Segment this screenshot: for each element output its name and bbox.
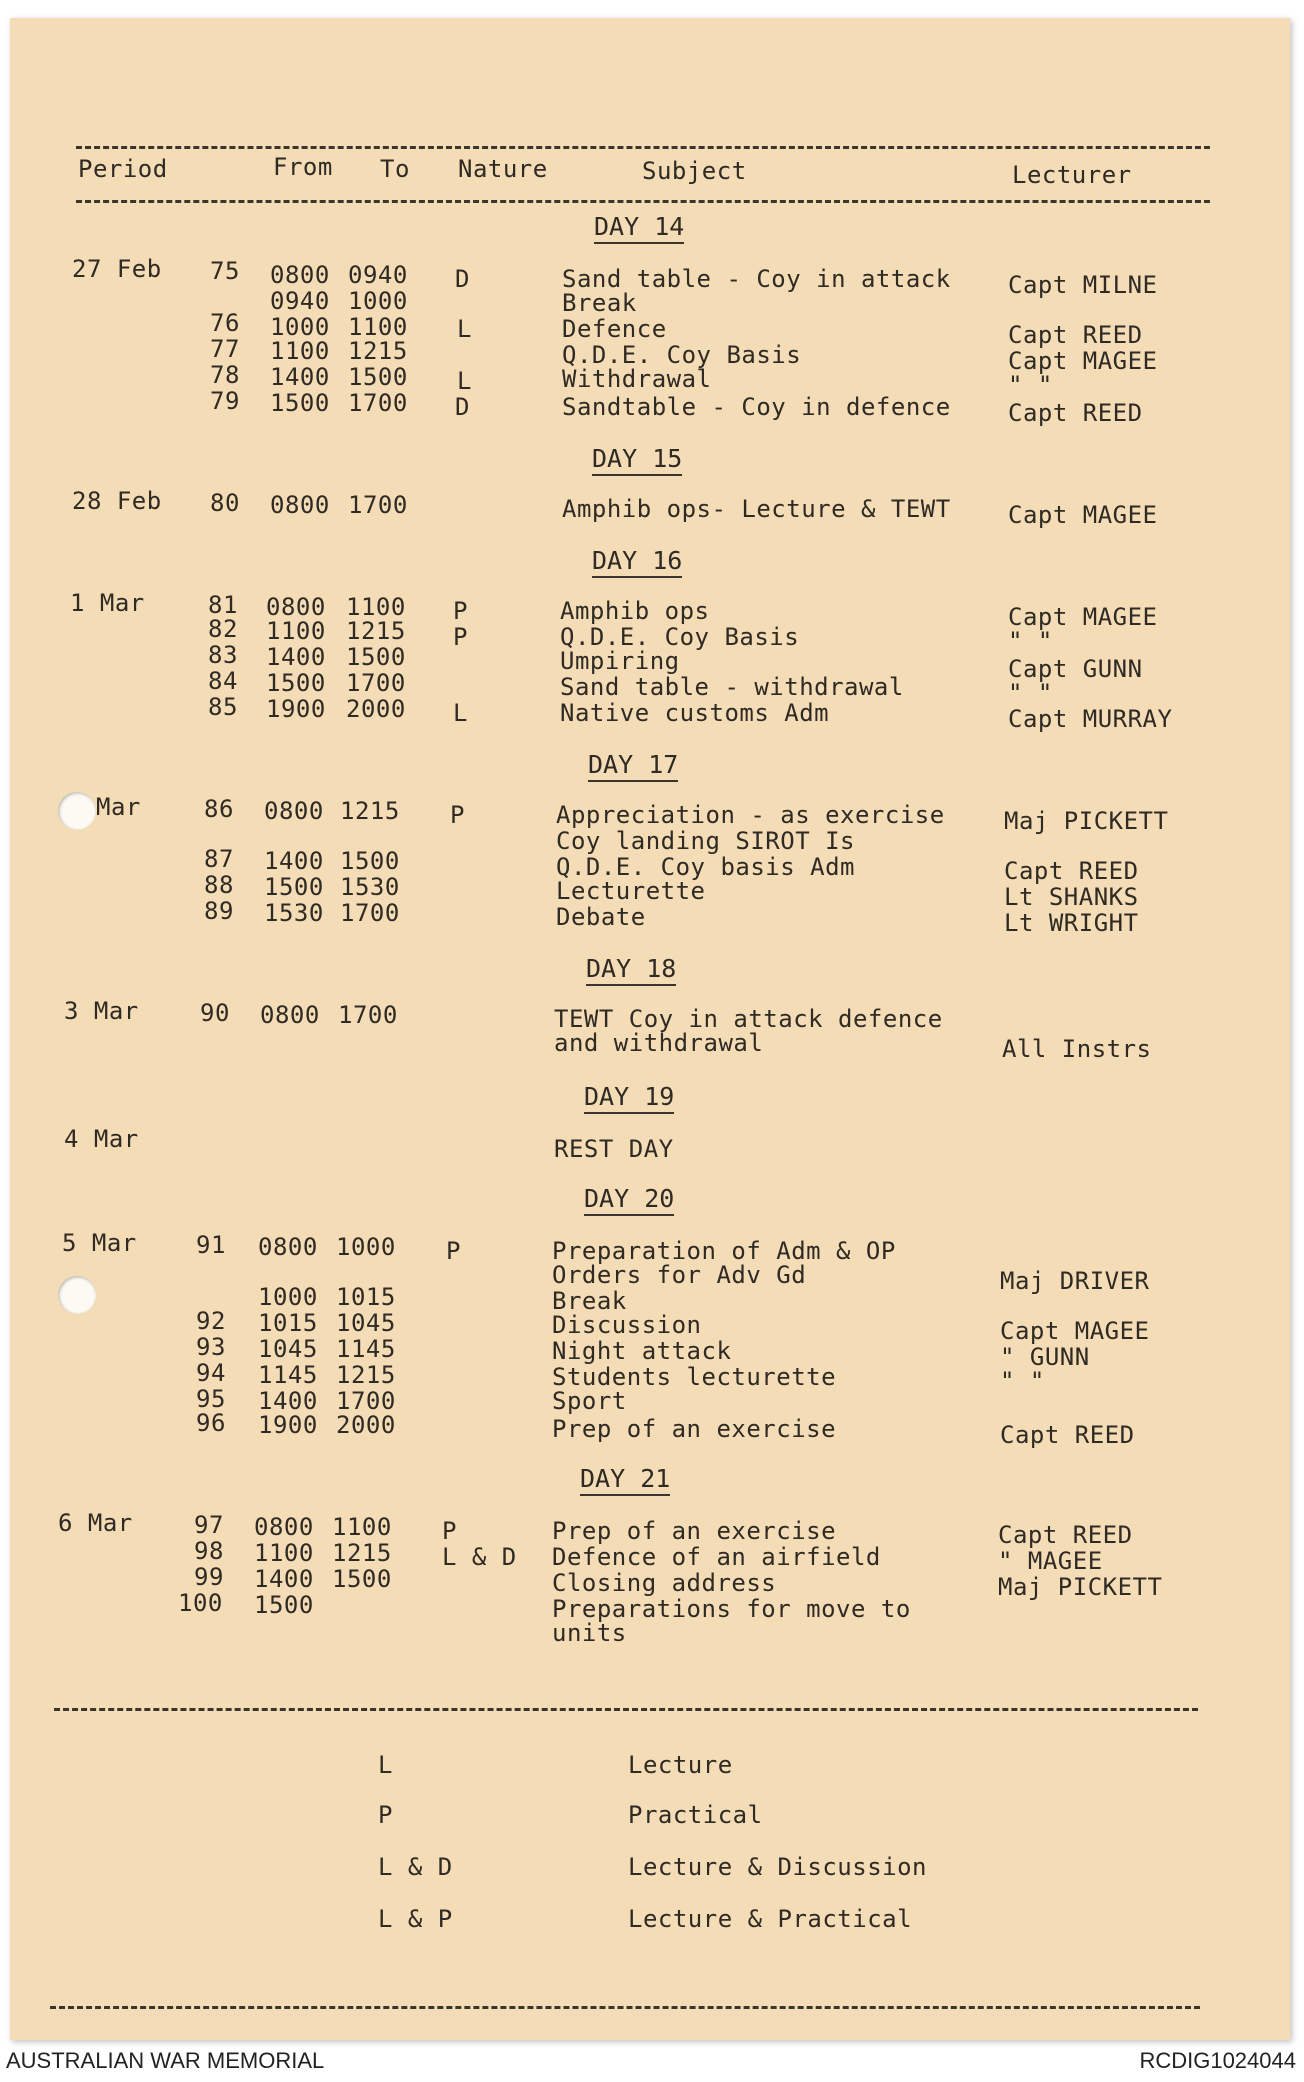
subject-cell: Sand table - Coy in attack bbox=[562, 265, 951, 293]
lecturer-cell: Maj DRIVER bbox=[1000, 1267, 1150, 1295]
lecturer-cell: Capt REED bbox=[1004, 857, 1139, 885]
from-cell: 1400 bbox=[266, 643, 326, 671]
subject-cell: Closing address bbox=[552, 1569, 777, 1597]
from-cell: 1400 bbox=[264, 847, 324, 875]
from-cell: 1500 bbox=[264, 873, 324, 901]
from-cell: 0800 bbox=[254, 1513, 314, 1541]
to-cell: 1100 bbox=[332, 1513, 392, 1541]
day-date: 4 Mar bbox=[64, 1125, 139, 1153]
subject-cell: Native customs Adm bbox=[560, 699, 830, 727]
from-cell: 0800 bbox=[266, 593, 326, 621]
header-from: From bbox=[273, 153, 333, 181]
lecturer-cell: " " bbox=[1008, 371, 1053, 399]
subject-cell: and withdrawal bbox=[554, 1029, 764, 1057]
period-cell: 75 bbox=[210, 257, 240, 285]
lecturer-cell: Capt MAGEE bbox=[1000, 1317, 1150, 1345]
lecturer-cell: Capt MILNE bbox=[1008, 271, 1158, 299]
to-cell: 1145 bbox=[336, 1335, 396, 1363]
subject-cell: Coy landing SIROT Is bbox=[556, 827, 855, 855]
lecturer-cell: Capt GUNN bbox=[1008, 655, 1143, 683]
lecturer-cell: Capt REED bbox=[1000, 1421, 1135, 1449]
period-cell: 93 bbox=[196, 1333, 226, 1361]
to-cell: 1700 bbox=[338, 1001, 398, 1029]
from-cell: 1000 bbox=[258, 1283, 318, 1311]
to-cell: 1000 bbox=[348, 287, 408, 315]
to-cell: 1100 bbox=[346, 593, 406, 621]
subject-cell: Prep of an exercise bbox=[552, 1517, 837, 1545]
header-subject: Subject bbox=[642, 157, 747, 185]
to-cell: 1500 bbox=[348, 363, 408, 391]
from-cell: 1400 bbox=[254, 1565, 314, 1593]
subject-cell: Sand table - withdrawal bbox=[560, 673, 904, 701]
day-date: 5 Mar bbox=[62, 1229, 137, 1257]
top-rule bbox=[76, 146, 1210, 149]
lecturer-cell: Capt MAGEE bbox=[1008, 501, 1158, 529]
nature-cell: P bbox=[442, 1517, 457, 1545]
from-cell: 1015 bbox=[258, 1309, 318, 1337]
from-cell: 1500 bbox=[270, 389, 330, 417]
subject-cell: Sandtable - Coy in defence bbox=[562, 393, 951, 421]
legend-code: L bbox=[378, 1751, 393, 1779]
from-cell: 1500 bbox=[266, 669, 326, 697]
header-to: To bbox=[380, 155, 410, 183]
nature-cell: D bbox=[455, 265, 470, 293]
period-cell: 81 bbox=[208, 591, 238, 619]
punch-hole bbox=[58, 792, 96, 830]
subject-cell: Prep of an exercise bbox=[552, 1415, 837, 1443]
lecturer-cell: " " bbox=[1008, 627, 1053, 655]
period-cell: 78 bbox=[210, 361, 240, 389]
from-cell: 0800 bbox=[270, 491, 330, 519]
lecturer-cell: Lt SHANKS bbox=[1004, 883, 1139, 911]
subject-cell: Defence bbox=[562, 315, 667, 343]
day-date: 27 Feb bbox=[72, 255, 162, 283]
header-period: Period bbox=[78, 155, 168, 183]
subject-cell: Amphib ops- Lecture & TEWT bbox=[562, 495, 951, 523]
to-cell: 1215 bbox=[340, 797, 400, 825]
subject-cell: Withdrawal bbox=[562, 365, 712, 393]
period-cell: 90 bbox=[200, 999, 230, 1027]
lecturer-cell: " " bbox=[1008, 679, 1053, 707]
period-cell: 95 bbox=[196, 1385, 226, 1413]
subject-cell: REST DAY bbox=[554, 1135, 674, 1163]
subject-cell: Lecturette bbox=[556, 877, 706, 905]
to-cell: 1700 bbox=[348, 491, 408, 519]
from-cell: 0800 bbox=[264, 797, 324, 825]
day-heading: DAY 19 bbox=[584, 1082, 674, 1114]
to-cell: 1500 bbox=[346, 643, 406, 671]
lecturer-cell: " GUNN bbox=[1000, 1343, 1090, 1371]
subject-cell: Debate bbox=[556, 903, 646, 931]
subject-cell: Amphib ops bbox=[560, 597, 710, 625]
to-cell: 1500 bbox=[332, 1565, 392, 1593]
subject-cell: Q.D.E. Coy Basis bbox=[562, 341, 802, 369]
day-heading: DAY 14 bbox=[594, 212, 684, 244]
legend-meaning: Lecture & Discussion bbox=[628, 1853, 927, 1881]
day-heading: DAY 18 bbox=[586, 954, 676, 986]
lecturer-cell: Maj PICKETT bbox=[1004, 807, 1169, 835]
from-cell: 1530 bbox=[264, 899, 324, 927]
day-heading: DAY 16 bbox=[592, 546, 682, 578]
lecturer-cell: " " bbox=[1000, 1367, 1045, 1395]
subject-cell: Preparation of Adm & OP bbox=[552, 1237, 896, 1265]
archive-id: RCDIG1024044 bbox=[1139, 2048, 1296, 2073]
nature-cell: D bbox=[455, 393, 470, 421]
to-cell: 0940 bbox=[348, 261, 408, 289]
period-cell: 100 bbox=[178, 1589, 223, 1617]
subject-cell: Sport bbox=[552, 1387, 627, 1415]
day-date: 3 Mar bbox=[64, 997, 139, 1025]
subject-cell: Night attack bbox=[552, 1337, 732, 1365]
to-cell: 1045 bbox=[336, 1309, 396, 1337]
header-rule bbox=[76, 200, 1210, 203]
day-heading: DAY 15 bbox=[592, 444, 682, 476]
from-cell: 0940 bbox=[270, 287, 330, 315]
to-cell: 1000 bbox=[336, 1233, 396, 1261]
period-cell: 82 bbox=[208, 615, 238, 643]
nature-cell: L & D bbox=[442, 1543, 517, 1571]
legend-code: P bbox=[378, 1801, 393, 1829]
from-cell: 0800 bbox=[260, 1001, 320, 1029]
subject-cell: Break bbox=[562, 289, 637, 317]
subject-cell: units bbox=[552, 1619, 627, 1647]
subject-cell: Break bbox=[552, 1287, 627, 1315]
subject-cell: Defence of an airfield bbox=[552, 1543, 881, 1571]
from-cell: 1100 bbox=[270, 337, 330, 365]
legend-meaning: Lecture & Practical bbox=[628, 1905, 913, 1933]
to-cell: 1700 bbox=[336, 1387, 396, 1415]
subject-cell: Preparations for move to bbox=[552, 1595, 911, 1623]
from-cell: 1100 bbox=[266, 617, 326, 645]
to-cell: 1100 bbox=[348, 313, 408, 341]
period-cell: 87 bbox=[204, 845, 234, 873]
day-date: 1 Mar bbox=[70, 589, 145, 617]
day-date: 6 Mar bbox=[58, 1509, 133, 1537]
from-cell: 1400 bbox=[258, 1387, 318, 1415]
to-cell: 1700 bbox=[340, 899, 400, 927]
to-cell: 1215 bbox=[336, 1361, 396, 1389]
period-cell: 77 bbox=[210, 335, 240, 363]
lecturer-cell: Capt MAGEE bbox=[1008, 603, 1158, 631]
lecturer-cell: Capt REED bbox=[998, 1521, 1133, 1549]
period-cell: 96 bbox=[196, 1409, 226, 1437]
lecturer-cell: Capt MURRAY bbox=[1008, 705, 1173, 733]
nature-cell: P bbox=[453, 597, 468, 625]
from-cell: 1100 bbox=[254, 1539, 314, 1567]
lecturer-cell: Capt REED bbox=[1008, 399, 1143, 427]
to-cell: 1500 bbox=[340, 847, 400, 875]
nature-cell: P bbox=[450, 801, 465, 829]
legend-meaning: Lecture bbox=[628, 1751, 733, 1779]
subject-cell: TEWT Coy in attack defence bbox=[554, 1005, 943, 1033]
legend-code: L & D bbox=[378, 1853, 453, 1881]
bottom-rule bbox=[50, 2006, 1200, 2009]
lecturer-cell: " MAGEE bbox=[998, 1547, 1103, 1575]
day-date: Mar bbox=[96, 793, 141, 821]
header-nature: Nature bbox=[458, 155, 548, 183]
subject-cell: Students lecturette bbox=[552, 1363, 837, 1391]
period-cell: 83 bbox=[208, 641, 238, 669]
from-cell: 0800 bbox=[258, 1233, 318, 1261]
to-cell: 1215 bbox=[332, 1539, 392, 1567]
subject-cell: Discussion bbox=[552, 1311, 702, 1339]
lecturer-cell: Capt MAGEE bbox=[1008, 347, 1158, 375]
period-cell: 91 bbox=[196, 1231, 226, 1259]
lecturer-cell: Lt WRIGHT bbox=[1004, 909, 1139, 937]
to-cell: 2000 bbox=[336, 1411, 396, 1439]
day-date: 28 Feb bbox=[72, 487, 162, 515]
period-cell: 86 bbox=[204, 795, 234, 823]
legend-meaning: Practical bbox=[628, 1801, 763, 1829]
period-cell: 92 bbox=[196, 1307, 226, 1335]
subject-cell: Orders for Adv Gd bbox=[552, 1261, 807, 1289]
day-heading: DAY 20 bbox=[584, 1184, 674, 1216]
subject-cell: Appreciation - as exercise bbox=[556, 801, 945, 829]
period-cell: 84 bbox=[208, 667, 238, 695]
period-cell: 98 bbox=[194, 1537, 224, 1565]
to-cell: 1700 bbox=[346, 669, 406, 697]
to-cell: 1215 bbox=[346, 617, 406, 645]
to-cell: 1700 bbox=[348, 389, 408, 417]
lecturer-cell: Capt REED bbox=[1008, 321, 1143, 349]
from-cell: 1900 bbox=[258, 1411, 318, 1439]
legend-code: L & P bbox=[378, 1905, 453, 1933]
subject-cell: Q.D.E. Coy Basis bbox=[560, 623, 800, 651]
from-cell: 1000 bbox=[270, 313, 330, 341]
period-cell: 94 bbox=[196, 1359, 226, 1387]
period-cell: 85 bbox=[208, 693, 238, 721]
period-cell: 88 bbox=[204, 871, 234, 899]
lecturer-cell: Maj PICKETT bbox=[998, 1573, 1163, 1601]
nature-cell: P bbox=[453, 623, 468, 651]
from-cell: 1045 bbox=[258, 1335, 318, 1363]
from-cell: 1900 bbox=[266, 695, 326, 723]
header-lecturer: Lecturer bbox=[1012, 161, 1132, 189]
to-cell: 1530 bbox=[340, 873, 400, 901]
nature-cell: L bbox=[457, 315, 472, 343]
period-cell: 89 bbox=[204, 897, 234, 925]
nature-cell: P bbox=[446, 1237, 461, 1265]
day-heading: DAY 17 bbox=[588, 750, 678, 782]
lecturer-cell: All Instrs bbox=[1002, 1035, 1152, 1063]
to-cell: 2000 bbox=[346, 695, 406, 723]
period-cell: 76 bbox=[210, 309, 240, 337]
period-cell: 80 bbox=[210, 489, 240, 517]
legend-rule bbox=[54, 1708, 1198, 1711]
archive-credit: AUSTRALIAN WAR MEMORIAL bbox=[6, 2048, 325, 2073]
from-cell: 1400 bbox=[270, 363, 330, 391]
period-cell: 79 bbox=[210, 387, 240, 415]
period-cell: 99 bbox=[194, 1563, 224, 1591]
subject-cell: Q.D.E. Coy basis Adm bbox=[556, 853, 855, 881]
from-cell: 1500 bbox=[254, 1591, 314, 1619]
nature-cell: L bbox=[453, 699, 468, 727]
day-heading: DAY 21 bbox=[580, 1464, 670, 1496]
nature-cell: L bbox=[457, 367, 472, 395]
to-cell: 1015 bbox=[336, 1283, 396, 1311]
from-cell: 1145 bbox=[258, 1361, 318, 1389]
subject-cell: Umpiring bbox=[560, 647, 680, 675]
period-cell: 97 bbox=[194, 1511, 224, 1539]
to-cell: 1215 bbox=[348, 337, 408, 365]
from-cell: 0800 bbox=[270, 261, 330, 289]
punch-hole bbox=[58, 1276, 96, 1314]
